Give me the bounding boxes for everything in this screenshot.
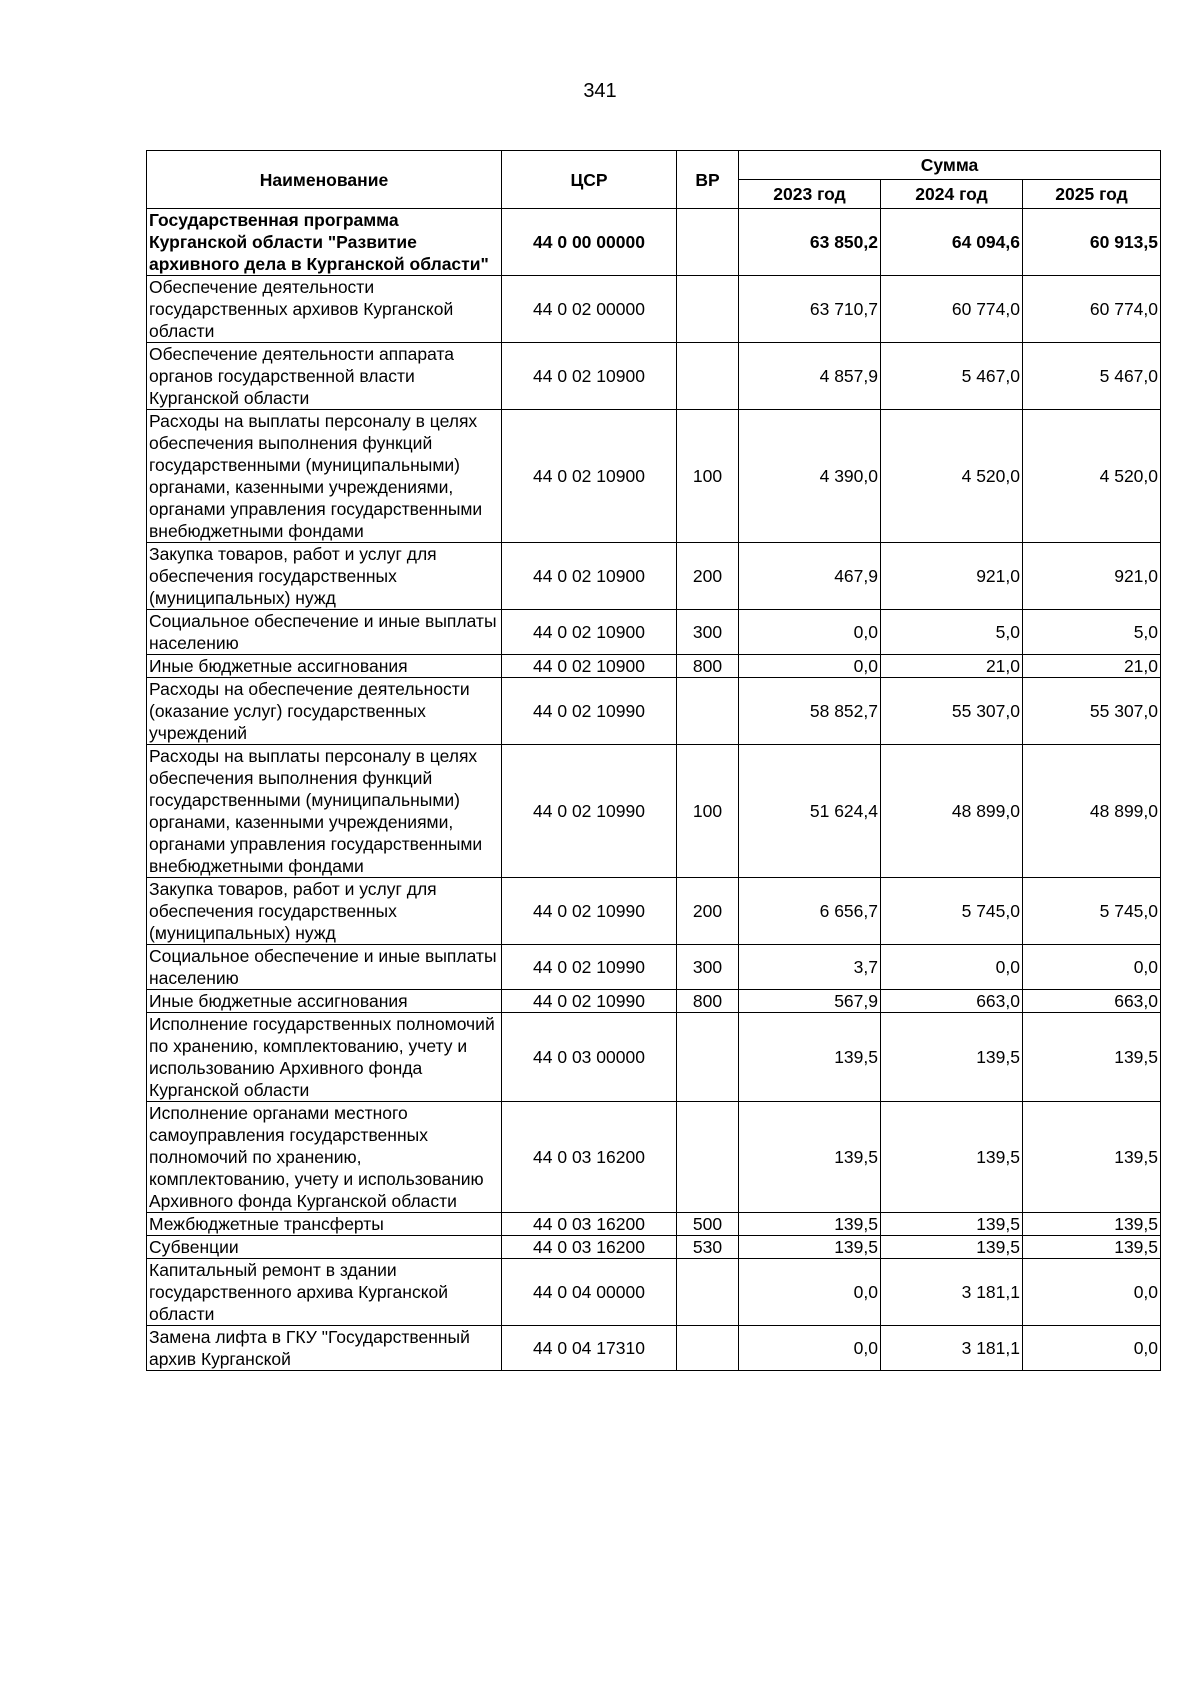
row-amount-2025: 663,0 [1023, 990, 1161, 1013]
row-amount-2025: 60 774,0 [1023, 276, 1161, 343]
header-vr: ВР [677, 151, 739, 209]
row-name: Капитальный ремонт в здании государственного архива Курганской области [147, 1259, 502, 1326]
row-amount-2025: 5 467,0 [1023, 343, 1161, 410]
row-amount-2023: 0,0 [739, 610, 881, 655]
row-amount-2025: 48 899,0 [1023, 745, 1161, 878]
table-header [147, 151, 1161, 209]
row-name: Иные бюджетные ассигнования [147, 655, 502, 678]
row-amount-2024: 3 181,1 [881, 1326, 1023, 1371]
header-name: Наименование [147, 151, 502, 209]
row-csr: 44 0 02 10900 [502, 610, 677, 655]
row-name: Обеспечение деятельности государственных архивов Курганской области [147, 276, 502, 343]
row-amount-2023: 567,9 [739, 990, 881, 1013]
row-name: Государственная программа Курганской области "Развитие архивного дела в Курганской области" [147, 209, 502, 276]
row-amount-2025: 5,0 [1023, 610, 1161, 655]
table-row [147, 1236, 1161, 1259]
table-row [147, 655, 1161, 678]
row-csr: 44 0 02 10990 [502, 878, 677, 945]
row-amount-2024: 921,0 [881, 543, 1023, 610]
row-vr: 300 [677, 610, 739, 655]
row-csr: 44 0 04 17310 [502, 1326, 677, 1371]
row-csr: 44 0 02 10990 [502, 678, 677, 745]
table-row [147, 990, 1161, 1013]
row-csr: 44 0 02 10900 [502, 343, 677, 410]
row-csr: 44 0 02 10900 [502, 543, 677, 610]
row-name: Расходы на выплаты персоналу в целях обеспечения выполнения функций государственными (муниципальными) органами, казенными учреждениями, органами управления государственными внебюджетными фондами [147, 745, 502, 878]
row-amount-2023: 6 656,7 [739, 878, 881, 945]
row-amount-2023: 139,5 [739, 1213, 881, 1236]
row-vr [677, 276, 739, 343]
row-amount-2025: 921,0 [1023, 543, 1161, 610]
row-amount-2023: 63 710,7 [739, 276, 881, 343]
row-vr: 800 [677, 655, 739, 678]
row-name: Социальное обеспечение и иные выплаты населению [147, 945, 502, 990]
row-name: Межбюджетные трансферты [147, 1213, 502, 1236]
table-body [147, 209, 1161, 1371]
row-amount-2024: 48 899,0 [881, 745, 1023, 878]
row-csr: 44 0 04 00000 [502, 1259, 677, 1326]
row-amount-2024: 139,5 [881, 1013, 1023, 1102]
row-amount-2023: 3,7 [739, 945, 881, 990]
row-amount-2025: 139,5 [1023, 1236, 1161, 1259]
header-year-2023: 2023 год [739, 180, 881, 209]
row-name: Субвенции [147, 1236, 502, 1259]
row-name: Расходы на выплаты персоналу в целях обеспечения выполнения функций государственными (муниципальными) органами, казенными учреждениями, органами управления государственными внебюджетными фондами [147, 410, 502, 543]
row-name: Закупка товаров, работ и услуг для обеспечения государственных (муниципальных) нужд [147, 543, 502, 610]
table-row [147, 410, 1161, 543]
header-sum: Сумма [739, 151, 1161, 180]
row-name: Закупка товаров, работ и услуг для обеспечения государственных (муниципальных) нужд [147, 878, 502, 945]
row-name: Расходы на обеспечение деятельности (оказание услуг) государственных учреждений [147, 678, 502, 745]
row-amount-2025: 5 745,0 [1023, 878, 1161, 945]
row-amount-2023: 139,5 [739, 1236, 881, 1259]
row-name: Социальное обеспечение и иные выплаты населению [147, 610, 502, 655]
row-amount-2024: 139,5 [881, 1236, 1023, 1259]
row-vr: 200 [677, 878, 739, 945]
row-name: Исполнение государственных полномочий по хранению, комплектованию, учету и использованию Архивного фонда Курганской области [147, 1013, 502, 1102]
row-amount-2025: 55 307,0 [1023, 678, 1161, 745]
row-amount-2024: 5,0 [881, 610, 1023, 655]
row-amount-2024: 4 520,0 [881, 410, 1023, 543]
row-vr: 200 [677, 543, 739, 610]
row-name: Обеспечение деятельности аппарата органов государственной власти Курганской области [147, 343, 502, 410]
row-csr: 44 0 02 00000 [502, 276, 677, 343]
table-row [147, 610, 1161, 655]
row-vr [677, 1259, 739, 1326]
row-csr: 44 0 00 00000 [502, 209, 677, 276]
row-name: Исполнение органами местного самоуправления государственных полномочий по хранению, комплектованию, учету и использованию Архивного фонда Курганской области [147, 1102, 502, 1213]
row-amount-2024: 21,0 [881, 655, 1023, 678]
row-vr: 530 [677, 1236, 739, 1259]
row-amount-2023: 467,9 [739, 543, 881, 610]
row-amount-2024: 64 094,6 [881, 209, 1023, 276]
row-amount-2024: 139,5 [881, 1213, 1023, 1236]
row-amount-2024: 60 774,0 [881, 276, 1023, 343]
table-row [147, 1102, 1161, 1213]
row-amount-2023: 63 850,2 [739, 209, 881, 276]
row-csr: 44 0 03 16200 [502, 1213, 677, 1236]
row-vr: 300 [677, 945, 739, 990]
row-amount-2024: 55 307,0 [881, 678, 1023, 745]
row-amount-2023: 0,0 [739, 655, 881, 678]
row-amount-2023: 0,0 [739, 1259, 881, 1326]
table-row [147, 745, 1161, 878]
row-amount-2023: 58 852,7 [739, 678, 881, 745]
row-amount-2023: 139,5 [739, 1102, 881, 1213]
header-year-2025: 2025 год [1023, 180, 1161, 209]
budget-table [146, 150, 1161, 1371]
row-csr: 44 0 03 16200 [502, 1102, 677, 1213]
table-row [147, 1326, 1161, 1371]
page-number: 341 [583, 80, 617, 102]
table-row [147, 1213, 1161, 1236]
row-name: Замена лифта в ГКУ "Государственный архив Курганской [147, 1326, 502, 1371]
row-amount-2023: 51 624,4 [739, 745, 881, 878]
row-csr: 44 0 02 10900 [502, 410, 677, 543]
row-csr: 44 0 03 00000 [502, 1013, 677, 1102]
row-amount-2023: 4 390,0 [739, 410, 881, 543]
row-amount-2025: 4 520,0 [1023, 410, 1161, 543]
row-vr [677, 678, 739, 745]
row-vr [677, 1102, 739, 1213]
table-row [147, 209, 1161, 276]
row-amount-2024: 663,0 [881, 990, 1023, 1013]
row-amount-2024: 5 467,0 [881, 343, 1023, 410]
row-name: Иные бюджетные ассигнования [147, 990, 502, 1013]
row-csr: 44 0 02 10990 [502, 990, 677, 1013]
row-amount-2025: 0,0 [1023, 1259, 1161, 1326]
row-vr: 100 [677, 410, 739, 543]
table-row [147, 945, 1161, 990]
row-amount-2023: 0,0 [739, 1326, 881, 1371]
header-year-2024: 2024 год [881, 180, 1023, 209]
table-row [147, 1259, 1161, 1326]
row-amount-2024: 0,0 [881, 945, 1023, 990]
table-row [147, 276, 1161, 343]
row-vr: 100 [677, 745, 739, 878]
row-csr: 44 0 02 10990 [502, 945, 677, 990]
row-vr [677, 1013, 739, 1102]
table-row [147, 878, 1161, 945]
row-vr [677, 1326, 739, 1371]
row-csr: 44 0 02 10900 [502, 655, 677, 678]
row-csr: 44 0 02 10990 [502, 745, 677, 878]
table-row [147, 343, 1161, 410]
table-row [147, 543, 1161, 610]
row-amount-2023: 4 857,9 [739, 343, 881, 410]
row-vr [677, 343, 739, 410]
row-amount-2024: 3 181,1 [881, 1259, 1023, 1326]
row-amount-2025: 139,5 [1023, 1213, 1161, 1236]
row-vr [677, 209, 739, 276]
header-csr: ЦСР [502, 151, 677, 209]
row-amount-2025: 139,5 [1023, 1013, 1161, 1102]
row-amount-2024: 5 745,0 [881, 878, 1023, 945]
row-vr: 500 [677, 1213, 739, 1236]
row-amount-2025: 0,0 [1023, 1326, 1161, 1371]
row-amount-2025: 60 913,5 [1023, 209, 1161, 276]
row-amount-2023: 139,5 [739, 1013, 881, 1102]
table-row [147, 1013, 1161, 1102]
row-csr: 44 0 03 16200 [502, 1236, 677, 1259]
row-amount-2025: 0,0 [1023, 945, 1161, 990]
row-amount-2024: 139,5 [881, 1102, 1023, 1213]
row-amount-2025: 139,5 [1023, 1102, 1161, 1213]
table-row [147, 678, 1161, 745]
row-vr: 800 [677, 990, 739, 1013]
row-amount-2025: 21,0 [1023, 655, 1161, 678]
